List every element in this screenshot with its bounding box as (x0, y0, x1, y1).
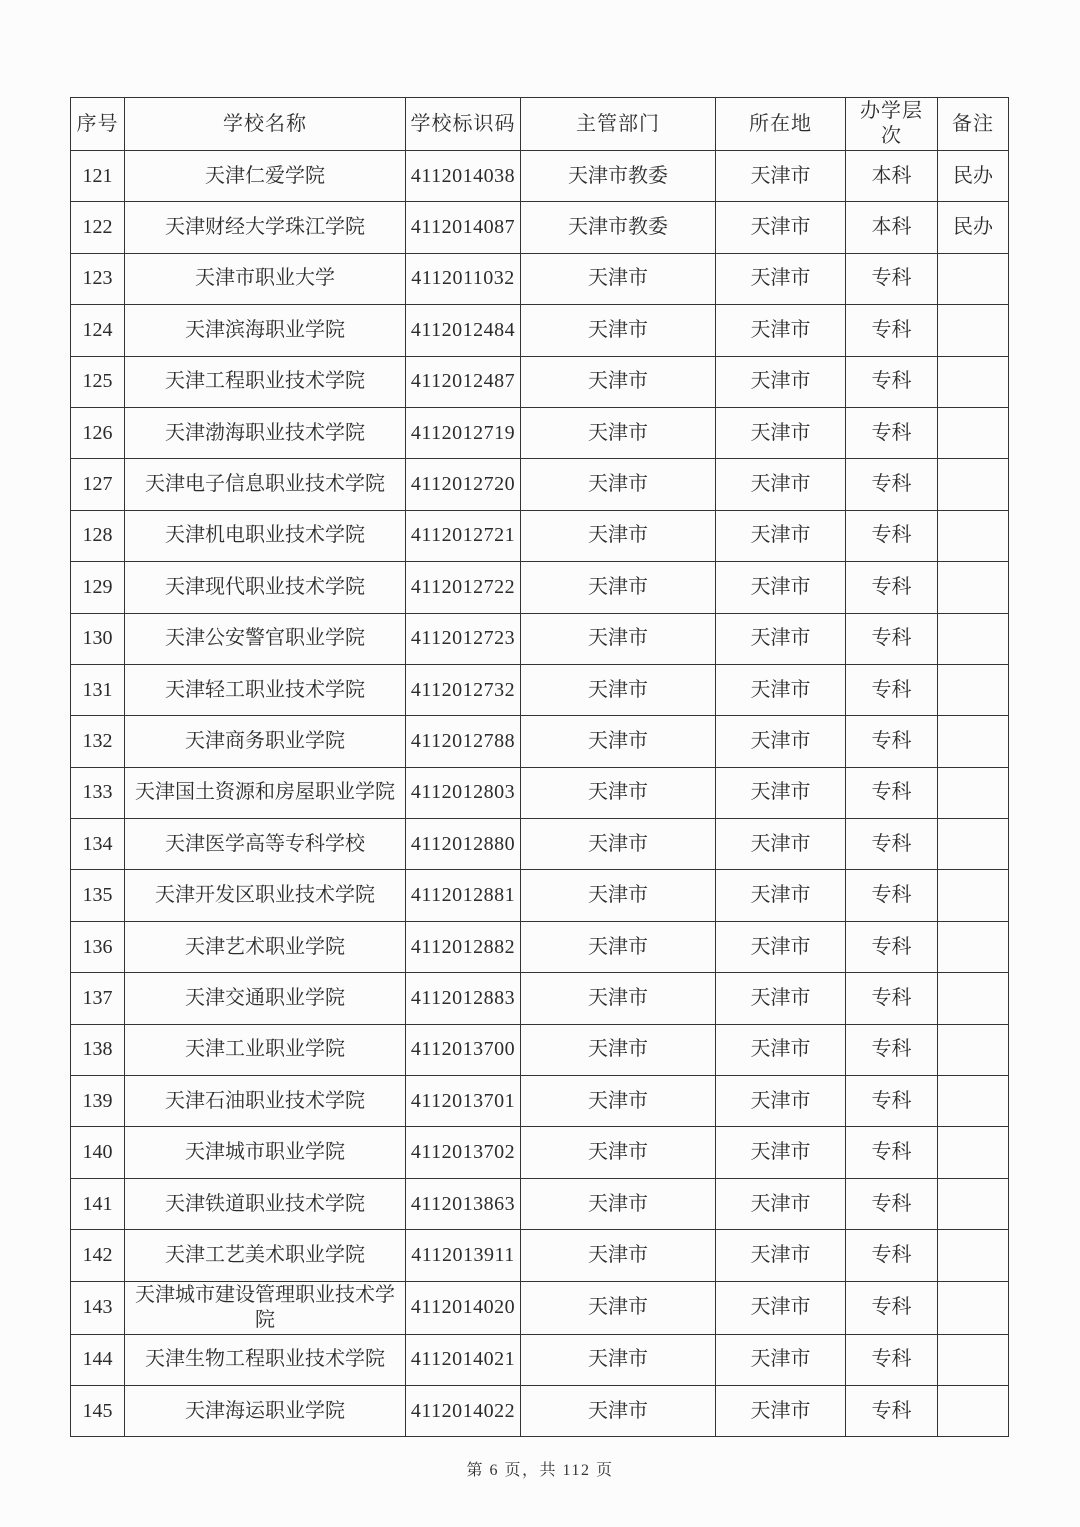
cell-loc: 天津市 (716, 1127, 846, 1178)
cell-no: 130 (71, 613, 125, 664)
cell-name: 天津交通职业学院 (125, 973, 406, 1024)
cell-dept: 天津市 (521, 459, 716, 510)
cell-no: 136 (71, 921, 125, 972)
cell-loc: 天津市 (716, 202, 846, 253)
cell-level: 专科 (846, 716, 938, 767)
school-list-table (70, 97, 1009, 1437)
cell-name: 天津城市建设管理职业技术学院 (125, 1281, 406, 1334)
cell-loc: 天津市 (716, 1281, 846, 1334)
cell-code: 4112012803 (406, 767, 521, 818)
cell-loc: 天津市 (716, 716, 846, 767)
cell-code: 4112014022 (406, 1385, 521, 1436)
cell-name: 天津财经大学珠江学院 (125, 202, 406, 253)
cell-no: 135 (71, 870, 125, 921)
cell-level: 专科 (846, 1127, 938, 1178)
cell-level: 专科 (846, 1334, 938, 1385)
cell-no: 121 (71, 151, 125, 202)
cell-level: 本科 (846, 202, 938, 253)
table-row (71, 1281, 1009, 1334)
cell-code: 4112013701 (406, 1076, 521, 1127)
cell-dept: 天津市 (521, 613, 716, 664)
cell-name: 天津仁爱学院 (125, 151, 406, 202)
cell-name: 天津石油职业技术学院 (125, 1076, 406, 1127)
cell-code: 4112014038 (406, 151, 521, 202)
cell-dept: 天津市 (521, 1127, 716, 1178)
cell-level: 本科 (846, 151, 938, 202)
cell-name: 天津商务职业学院 (125, 716, 406, 767)
cell-loc: 天津市 (716, 1024, 846, 1075)
cell-note (938, 459, 1009, 510)
cell-level: 专科 (846, 1385, 938, 1436)
page-number-footer: 第 6 页，共 112 页 (466, 1462, 614, 1479)
cell-code: 4112012722 (406, 562, 521, 613)
cell-loc: 天津市 (716, 407, 846, 458)
cell-loc: 天津市 (716, 305, 846, 356)
table-row (71, 202, 1009, 253)
cell-loc: 天津市 (716, 356, 846, 407)
table-row (71, 1076, 1009, 1127)
cell-no: 132 (71, 716, 125, 767)
cell-note: 民办 (938, 151, 1009, 202)
cell-code: 4112014021 (406, 1334, 521, 1385)
cell-dept: 天津市 (521, 716, 716, 767)
table-header (71, 98, 1009, 151)
table-row (71, 767, 1009, 818)
cell-note (938, 819, 1009, 870)
cell-code: 4112012788 (406, 716, 521, 767)
cell-code: 4112012484 (406, 305, 521, 356)
cell-dept: 天津市 (521, 1230, 716, 1281)
cell-name: 天津医学高等专科学校 (125, 819, 406, 870)
cell-loc: 天津市 (716, 1334, 846, 1385)
cell-dept: 天津市教委 (521, 202, 716, 253)
cell-name: 天津工程职业技术学院 (125, 356, 406, 407)
cell-dept: 天津市 (521, 1385, 716, 1436)
table-row (71, 1334, 1009, 1385)
cell-loc: 天津市 (716, 1178, 846, 1229)
cell-level: 专科 (846, 1076, 938, 1127)
cell-note (938, 613, 1009, 664)
cell-dept: 天津市 (521, 870, 716, 921)
cell-level: 专科 (846, 921, 938, 972)
cell-level: 专科 (846, 1024, 938, 1075)
cell-level: 专科 (846, 562, 938, 613)
cell-loc: 天津市 (716, 921, 846, 972)
cell-name: 天津轻工职业技术学院 (125, 664, 406, 715)
cell-note (938, 510, 1009, 561)
cell-level: 专科 (846, 459, 938, 510)
cell-name: 天津艺术职业学院 (125, 921, 406, 972)
table-row (71, 716, 1009, 767)
cell-dept: 天津市 (521, 1076, 716, 1127)
table-row (71, 1127, 1009, 1178)
cell-loc: 天津市 (716, 664, 846, 715)
cell-dept: 天津市 (521, 1178, 716, 1229)
cell-no: 134 (71, 819, 125, 870)
table-row (71, 407, 1009, 458)
cell-level: 专科 (846, 1281, 938, 1334)
header-cell-dept: 主管部门 (521, 98, 716, 151)
cell-no: 122 (71, 202, 125, 253)
cell-note (938, 356, 1009, 407)
cell-no: 125 (71, 356, 125, 407)
cell-code: 4112013911 (406, 1230, 521, 1281)
table-row (71, 356, 1009, 407)
header-cell-code: 学校标识码 (406, 98, 521, 151)
cell-dept: 天津市 (521, 1281, 716, 1334)
table-body (71, 151, 1009, 1437)
cell-loc: 天津市 (716, 151, 846, 202)
cell-dept: 天津市 (521, 562, 716, 613)
cell-no: 131 (71, 664, 125, 715)
cell-level: 专科 (846, 407, 938, 458)
cell-loc: 天津市 (716, 1230, 846, 1281)
table-row (71, 562, 1009, 613)
cell-name: 天津滨海职业学院 (125, 305, 406, 356)
cell-name: 天津公安警官职业学院 (125, 613, 406, 664)
cell-note (938, 664, 1009, 715)
cell-no: 141 (71, 1178, 125, 1229)
cell-no: 144 (71, 1334, 125, 1385)
cell-no: 124 (71, 305, 125, 356)
cell-name: 天津海运职业学院 (125, 1385, 406, 1436)
cell-code: 4112011032 (406, 253, 521, 304)
header-cell-note: 备注 (938, 98, 1009, 151)
cell-note (938, 305, 1009, 356)
cell-level: 专科 (846, 973, 938, 1024)
cell-code: 4112013702 (406, 1127, 521, 1178)
cell-loc: 天津市 (716, 562, 846, 613)
cell-note: 民办 (938, 202, 1009, 253)
table-row (71, 459, 1009, 510)
table-row (71, 510, 1009, 561)
cell-level: 专科 (846, 510, 938, 561)
table-row (71, 305, 1009, 356)
header-cell-name: 学校名称 (125, 98, 406, 151)
cell-note (938, 1230, 1009, 1281)
cell-level: 专科 (846, 356, 938, 407)
header-row (71, 98, 1009, 151)
cell-no: 128 (71, 510, 125, 561)
cell-code: 4112013700 (406, 1024, 521, 1075)
cell-loc: 天津市 (716, 613, 846, 664)
cell-name: 天津工艺美术职业学院 (125, 1230, 406, 1281)
cell-note (938, 1178, 1009, 1229)
cell-code: 4112012721 (406, 510, 521, 561)
cell-note (938, 716, 1009, 767)
cell-note (938, 921, 1009, 972)
cell-no: 143 (71, 1281, 125, 1334)
cell-note (938, 1334, 1009, 1385)
cell-loc: 天津市 (716, 870, 846, 921)
table-row (71, 613, 1009, 664)
cell-no: 137 (71, 973, 125, 1024)
cell-name: 天津电子信息职业技术学院 (125, 459, 406, 510)
cell-name: 天津工业职业学院 (125, 1024, 406, 1075)
cell-code: 4112012882 (406, 921, 521, 972)
cell-level: 专科 (846, 1230, 938, 1281)
cell-dept: 天津市 (521, 1334, 716, 1385)
cell-dept: 天津市 (521, 921, 716, 972)
cell-no: 127 (71, 459, 125, 510)
cell-dept: 天津市 (521, 819, 716, 870)
cell-note (938, 1385, 1009, 1436)
cell-no: 138 (71, 1024, 125, 1075)
cell-name: 天津渤海职业技术学院 (125, 407, 406, 458)
cell-code: 4112013863 (406, 1178, 521, 1229)
cell-note (938, 253, 1009, 304)
cell-loc: 天津市 (716, 973, 846, 1024)
cell-note (938, 562, 1009, 613)
cell-note (938, 767, 1009, 818)
table-row (71, 870, 1009, 921)
cell-loc: 天津市 (716, 767, 846, 818)
cell-loc: 天津市 (716, 1385, 846, 1436)
table-row (71, 1178, 1009, 1229)
cell-no: 139 (71, 1076, 125, 1127)
cell-code: 4112012723 (406, 613, 521, 664)
table-row (71, 1024, 1009, 1075)
cell-name: 天津生物工程职业技术学院 (125, 1334, 406, 1385)
table-row (71, 253, 1009, 304)
cell-note (938, 1281, 1009, 1334)
cell-code: 4112012880 (406, 819, 521, 870)
cell-no: 145 (71, 1385, 125, 1436)
cell-loc: 天津市 (716, 510, 846, 561)
cell-dept: 天津市 (521, 973, 716, 1024)
cell-note (938, 1024, 1009, 1075)
table-row (71, 1230, 1009, 1281)
cell-loc: 天津市 (716, 459, 846, 510)
cell-name: 天津开发区职业技术学院 (125, 870, 406, 921)
cell-dept: 天津市 (521, 664, 716, 715)
cell-dept: 天津市 (521, 356, 716, 407)
cell-code: 4112012720 (406, 459, 521, 510)
cell-note (938, 1127, 1009, 1178)
cell-note (938, 407, 1009, 458)
cell-dept: 天津市 (521, 253, 716, 304)
cell-name: 天津现代职业技术学院 (125, 562, 406, 613)
table-row (71, 973, 1009, 1024)
cell-dept: 天津市 (521, 305, 716, 356)
cell-code: 4112012881 (406, 870, 521, 921)
cell-code: 4112012883 (406, 973, 521, 1024)
cell-no: 142 (71, 1230, 125, 1281)
cell-loc: 天津市 (716, 819, 846, 870)
cell-code: 4112012487 (406, 356, 521, 407)
cell-no: 129 (71, 562, 125, 613)
cell-dept: 天津市 (521, 1024, 716, 1075)
cell-name: 天津铁道职业技术学院 (125, 1178, 406, 1229)
cell-loc: 天津市 (716, 1076, 846, 1127)
cell-dept: 天津市教委 (521, 151, 716, 202)
cell-note (938, 870, 1009, 921)
cell-code: 4112012719 (406, 407, 521, 458)
cell-dept: 天津市 (521, 407, 716, 458)
table-row (71, 151, 1009, 202)
cell-note (938, 1076, 1009, 1127)
cell-no: 126 (71, 407, 125, 458)
cell-code: 4112012732 (406, 664, 521, 715)
cell-no: 140 (71, 1127, 125, 1178)
header-cell-no: 序号 (71, 98, 125, 151)
cell-level: 专科 (846, 819, 938, 870)
header-cell-level: 办学层次 (846, 98, 938, 151)
table-row (71, 664, 1009, 715)
table-row (71, 1385, 1009, 1436)
cell-name: 天津国土资源和房屋职业学院 (125, 767, 406, 818)
cell-code: 4112014020 (406, 1281, 521, 1334)
cell-level: 专科 (846, 664, 938, 715)
cell-level: 专科 (846, 1178, 938, 1229)
cell-dept: 天津市 (521, 510, 716, 561)
cell-level: 专科 (846, 870, 938, 921)
cell-no: 123 (71, 253, 125, 304)
cell-loc: 天津市 (716, 253, 846, 304)
table-row (71, 819, 1009, 870)
cell-name: 天津城市职业学院 (125, 1127, 406, 1178)
cell-note (938, 973, 1009, 1024)
cell-level: 专科 (846, 305, 938, 356)
cell-no: 133 (71, 767, 125, 818)
header-cell-loc: 所在地 (716, 98, 846, 151)
cell-name: 天津机电职业技术学院 (125, 510, 406, 561)
cell-dept: 天津市 (521, 767, 716, 818)
table-row (71, 921, 1009, 972)
cell-level: 专科 (846, 767, 938, 818)
cell-level: 专科 (846, 253, 938, 304)
cell-level: 专科 (846, 613, 938, 664)
cell-name: 天津市职业大学 (125, 253, 406, 304)
cell-code: 4112014087 (406, 202, 521, 253)
